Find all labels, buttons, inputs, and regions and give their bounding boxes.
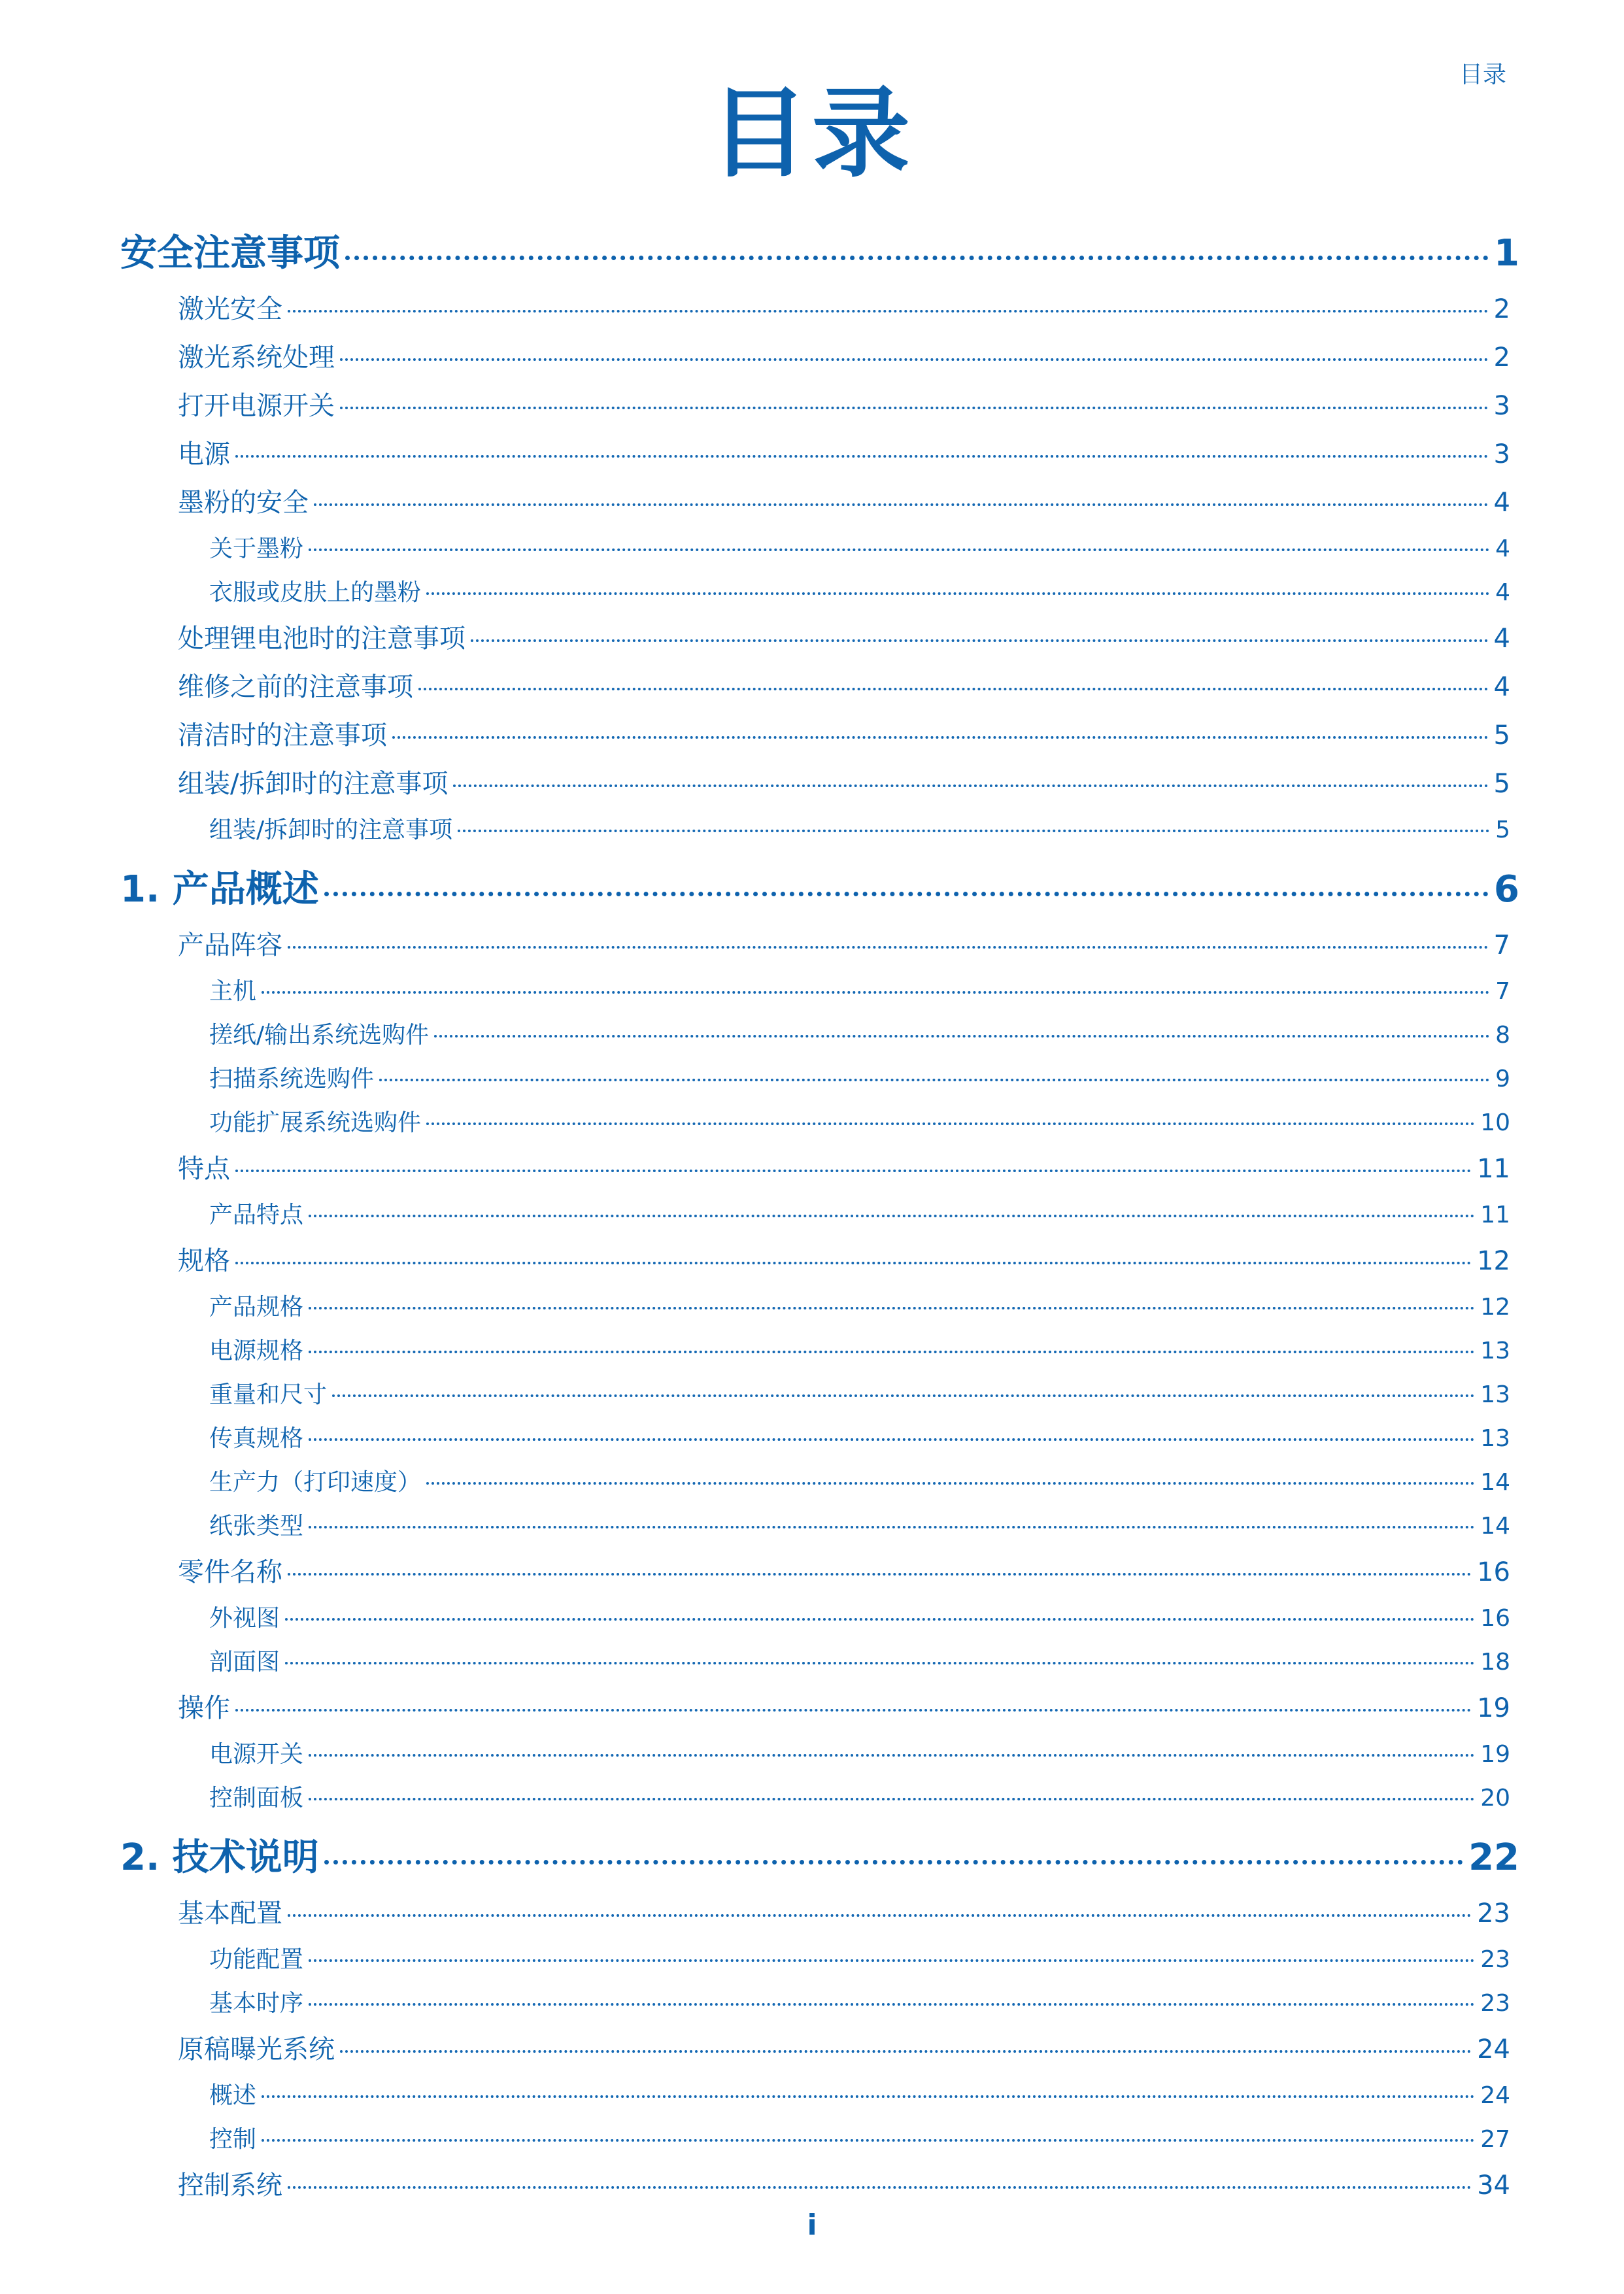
toc-subsection-entry[interactable] [120,2117,1519,2161]
dot-leader [340,358,1489,361]
dot-leader [309,1351,1475,1353]
toc-entry-label: 操作 [178,1693,230,1723]
toc-entry-page-number: 3 [1493,391,1510,421]
toc-subsection-entry[interactable] [120,1732,1519,1776]
dot-leader [314,503,1489,506]
toc-entry-page-number: 5 [1493,720,1510,751]
toc-entry-page-number: 9 [1495,1066,1510,1092]
dot-leader [458,830,1490,832]
toc-entry-label: 纸张类型 [209,1513,304,1540]
toc-subsection-entry[interactable] [120,1640,1519,1684]
page-number: i [807,2208,817,2242]
toc-entry-label: 基本配置 [178,1898,282,1929]
toc-entry-label: 基本时序 [209,1990,304,2017]
toc-entry-page-number: 23 [1480,1946,1510,1973]
toc-entry-label: 生产力（打印速度） [209,1469,422,1496]
toc-entry-page-number: 16 [1480,1605,1510,1632]
toc-entry-label: 组装/拆卸时的注意事项 [209,817,453,843]
dot-leader [235,1709,1472,1712]
toc-entry-page-number: 7 [1495,978,1510,1005]
toc-chapter-entry[interactable] [120,1827,1519,1889]
toc-entry-label: 关于墨粉 [209,535,304,562]
toc-entry-page-number: 4 [1495,579,1510,606]
toc-entry-label: 特点 [178,1154,230,1184]
toc-entry-page-number: 5 [1493,769,1510,799]
dot-leader [235,1170,1472,1172]
toc-subsection-entry[interactable] [120,1285,1519,1329]
toc-subsection-entry[interactable] [120,1982,1519,2025]
toc-entry-label: 传真规格 [209,1425,304,1452]
toc-subsection-entry[interactable] [120,1057,1519,1101]
toc-entry-label: 处理锂电池时的注意事项 [178,624,465,654]
toc-entry-label: 安全注意事项 [120,232,340,275]
dot-leader [426,1122,1475,1125]
dot-leader [309,1754,1475,1757]
toc-entry-label: 主机 [209,978,257,1005]
toc-entry-label: 搓纸/输出系统选购件 [209,1022,430,1049]
toc-entry-label: 功能扩展系统选购件 [209,1109,422,1136]
toc-entry-page-number: 23 [1477,1898,1510,1929]
toc-entry-page-number: 19 [1477,1693,1510,1723]
dot-leader [434,1035,1490,1037]
toc-entry-label: 产品规格 [209,1294,304,1321]
toc-entry-label: 控制系统 [178,2170,282,2201]
toc-entry-page-number: 4 [1493,488,1510,518]
toc-entry-page-number: 24 [1477,2034,1510,2065]
toc-section-entry[interactable] [120,2025,1519,2074]
toc-entry-label: 电源 [178,439,230,469]
table-of-contents [120,222,1519,2210]
toc-entry-page-number: 18 [1480,1649,1510,1676]
toc-subsection-entry[interactable] [120,2074,1519,2117]
toc-subsection-entry[interactable] [120,571,1519,615]
toc-section-entry[interactable] [120,1684,1519,1732]
section-gap [120,1820,1519,1827]
toc-section-entry[interactable] [120,430,1519,479]
toc-entry-page-number: 4 [1493,672,1510,702]
dot-leader [345,256,1489,260]
dot-leader [309,1438,1475,1441]
toc-entry-label: 组装/拆卸时的注意事项 [178,769,448,799]
dot-leader [309,1959,1475,1962]
toc-entry-page-number: 4 [1495,535,1510,562]
toc-entry-label: 控制面板 [209,1785,304,1812]
toc-section-entry[interactable] [120,382,1519,430]
toc-entry-page-number: 8 [1495,1022,1510,1049]
toc-subsection-entry[interactable] [120,970,1519,1013]
page-title: 目录 [709,77,914,191]
toc-entry-label: 打开电源开关 [178,391,335,421]
running-header: 目录 [1459,61,1506,88]
toc-subsection-entry[interactable] [120,1504,1519,1548]
dot-leader [309,1307,1475,1309]
toc-section-entry[interactable] [120,760,1519,808]
toc-entry-page-number: 24 [1480,2082,1510,2109]
dot-leader [392,736,1489,739]
toc-entry-label: 规格 [178,1246,230,1276]
toc-entry-page-number: 2 [1493,294,1510,324]
dot-leader [309,1215,1475,1217]
toc-subsection-entry[interactable] [120,1460,1519,1504]
toc-chapter-entry[interactable] [120,858,1519,921]
toc-section-entry[interactable] [120,711,1519,760]
toc-entry-label: 衣服或皮肤上的墨粉 [209,579,422,606]
toc-entry-page-number: 27 [1480,2126,1510,2153]
dot-leader [324,1860,1463,1864]
toc-entry-page-number: 13 [1480,1425,1510,1452]
dot-leader [288,1573,1472,1576]
toc-entry-page-number: 11 [1480,1202,1510,1228]
toc-subsection-entry[interactable] [120,527,1519,571]
toc-entry-label: 墨粉的安全 [178,488,309,518]
toc-entry-page-number: 20 [1480,1785,1510,1812]
dot-leader [309,2003,1475,2006]
dot-leader [288,2186,1472,2189]
dot-leader [324,892,1489,896]
toc-entry-page-number: 12 [1480,1294,1510,1321]
dot-leader [262,2095,1475,2098]
toc-subsection-entry[interactable] [120,1193,1519,1237]
toc-section-entry[interactable] [120,615,1519,663]
toc-section-entry[interactable] [120,285,1519,333]
toc-entry-page-number: 11 [1477,1154,1510,1184]
toc-entry-label: 电源开关 [209,1741,304,1768]
toc-entry-page-number: 6 [1494,868,1519,911]
dot-leader [340,407,1489,409]
toc-entry-label: 控制 [209,2126,257,2153]
dot-leader [426,592,1490,595]
dot-leader [309,1798,1475,1800]
toc-entry-label: 功能配置 [209,1946,304,1973]
toc-entry-page-number: 5 [1495,817,1510,843]
dot-leader [379,1079,1490,1081]
toc-entry-page-number: 13 [1480,1381,1510,1408]
toc-subsection-entry[interactable] [120,808,1519,852]
toc-entry-page-number: 7 [1493,930,1510,960]
toc-entry-label: 2. 技术说明 [120,1836,319,1879]
toc-entry-label: 激光安全 [178,294,282,324]
toc-entry-page-number: 34 [1477,2170,1510,2201]
toc-subsection-entry[interactable] [120,1776,1519,1820]
dot-leader [288,310,1489,312]
toc-section-entry[interactable] [120,1889,1519,1938]
toc-entry-label: 产品阵容 [178,930,282,960]
dot-leader [288,1914,1472,1917]
toc-chapter-entry[interactable] [120,222,1519,285]
toc-entry-label: 激光系统处理 [178,343,335,373]
dot-leader [309,548,1490,551]
dot-leader [332,1394,1475,1397]
toc-entry-page-number: 14 [1480,1513,1510,1540]
toc-subsection-entry[interactable] [120,1938,1519,1982]
toc-subsection-entry[interactable] [120,1596,1519,1640]
dot-leader [453,784,1488,787]
toc-entry-page-number: 3 [1493,439,1510,469]
toc-section-entry[interactable] [120,1548,1519,1596]
toc-entry-page-number: 16 [1477,1557,1510,1587]
dot-leader [262,991,1490,994]
toc-section-entry[interactable] [120,1237,1519,1285]
toc-section-entry[interactable] [120,921,1519,970]
dot-leader [471,639,1489,642]
toc-section-entry[interactable] [120,333,1519,382]
toc-entry-page-number: 23 [1480,1990,1510,2017]
dot-leader [262,2139,1475,2142]
dot-leader [235,1262,1472,1264]
dot-leader [235,455,1489,458]
dot-leader [418,688,1489,690]
toc-subsection-entry[interactable] [120,1373,1519,1417]
toc-entry-label: 扫描系统选购件 [209,1066,375,1092]
toc-entry-label: 维修之前的注意事项 [178,672,413,702]
toc-entry-label: 原稿曝光系统 [178,2034,335,2065]
toc-entry-page-number: 22 [1468,1836,1519,1879]
toc-entry-page-number: 19 [1480,1741,1510,1768]
toc-section-entry[interactable] [120,663,1519,711]
dot-leader [288,946,1489,949]
toc-entry-page-number: 10 [1480,1109,1510,1136]
toc-entry-label: 产品特点 [209,1202,304,1228]
dot-leader [285,1662,1475,1664]
dot-leader [309,1526,1475,1528]
toc-entry-page-number: 12 [1477,1246,1510,1276]
toc-entry-page-number: 13 [1480,1338,1510,1364]
toc-entry-page-number: 2 [1493,343,1510,373]
toc-entry-label: 清洁时的注意事项 [178,720,387,751]
toc-section-entry[interactable] [120,2161,1519,2210]
toc-entry-label: 重量和尺寸 [209,1381,328,1408]
toc-subsection-entry[interactable] [120,1417,1519,1460]
toc-subsection-entry[interactable] [120,1101,1519,1145]
toc-subsection-entry[interactable] [120,1013,1519,1057]
dot-leader [285,1618,1475,1621]
section-gap [120,852,1519,858]
dot-leader [340,2050,1472,2053]
toc-entry-label: 外视图 [209,1605,280,1632]
toc-entry-page-number: 4 [1493,624,1510,654]
toc-section-entry[interactable] [120,479,1519,527]
toc-entry-page-number: 1 [1494,232,1519,275]
dot-leader [426,1482,1475,1485]
toc-section-entry[interactable] [120,1145,1519,1193]
toc-subsection-entry[interactable] [120,1329,1519,1373]
toc-entry-label: 1. 产品概述 [120,868,319,911]
toc-entry-page-number: 14 [1480,1469,1510,1496]
toc-entry-label: 概述 [209,2082,257,2109]
toc-entry-label: 零件名称 [178,1557,282,1587]
toc-entry-label: 剖面图 [209,1649,280,1676]
toc-entry-label: 电源规格 [209,1338,304,1364]
